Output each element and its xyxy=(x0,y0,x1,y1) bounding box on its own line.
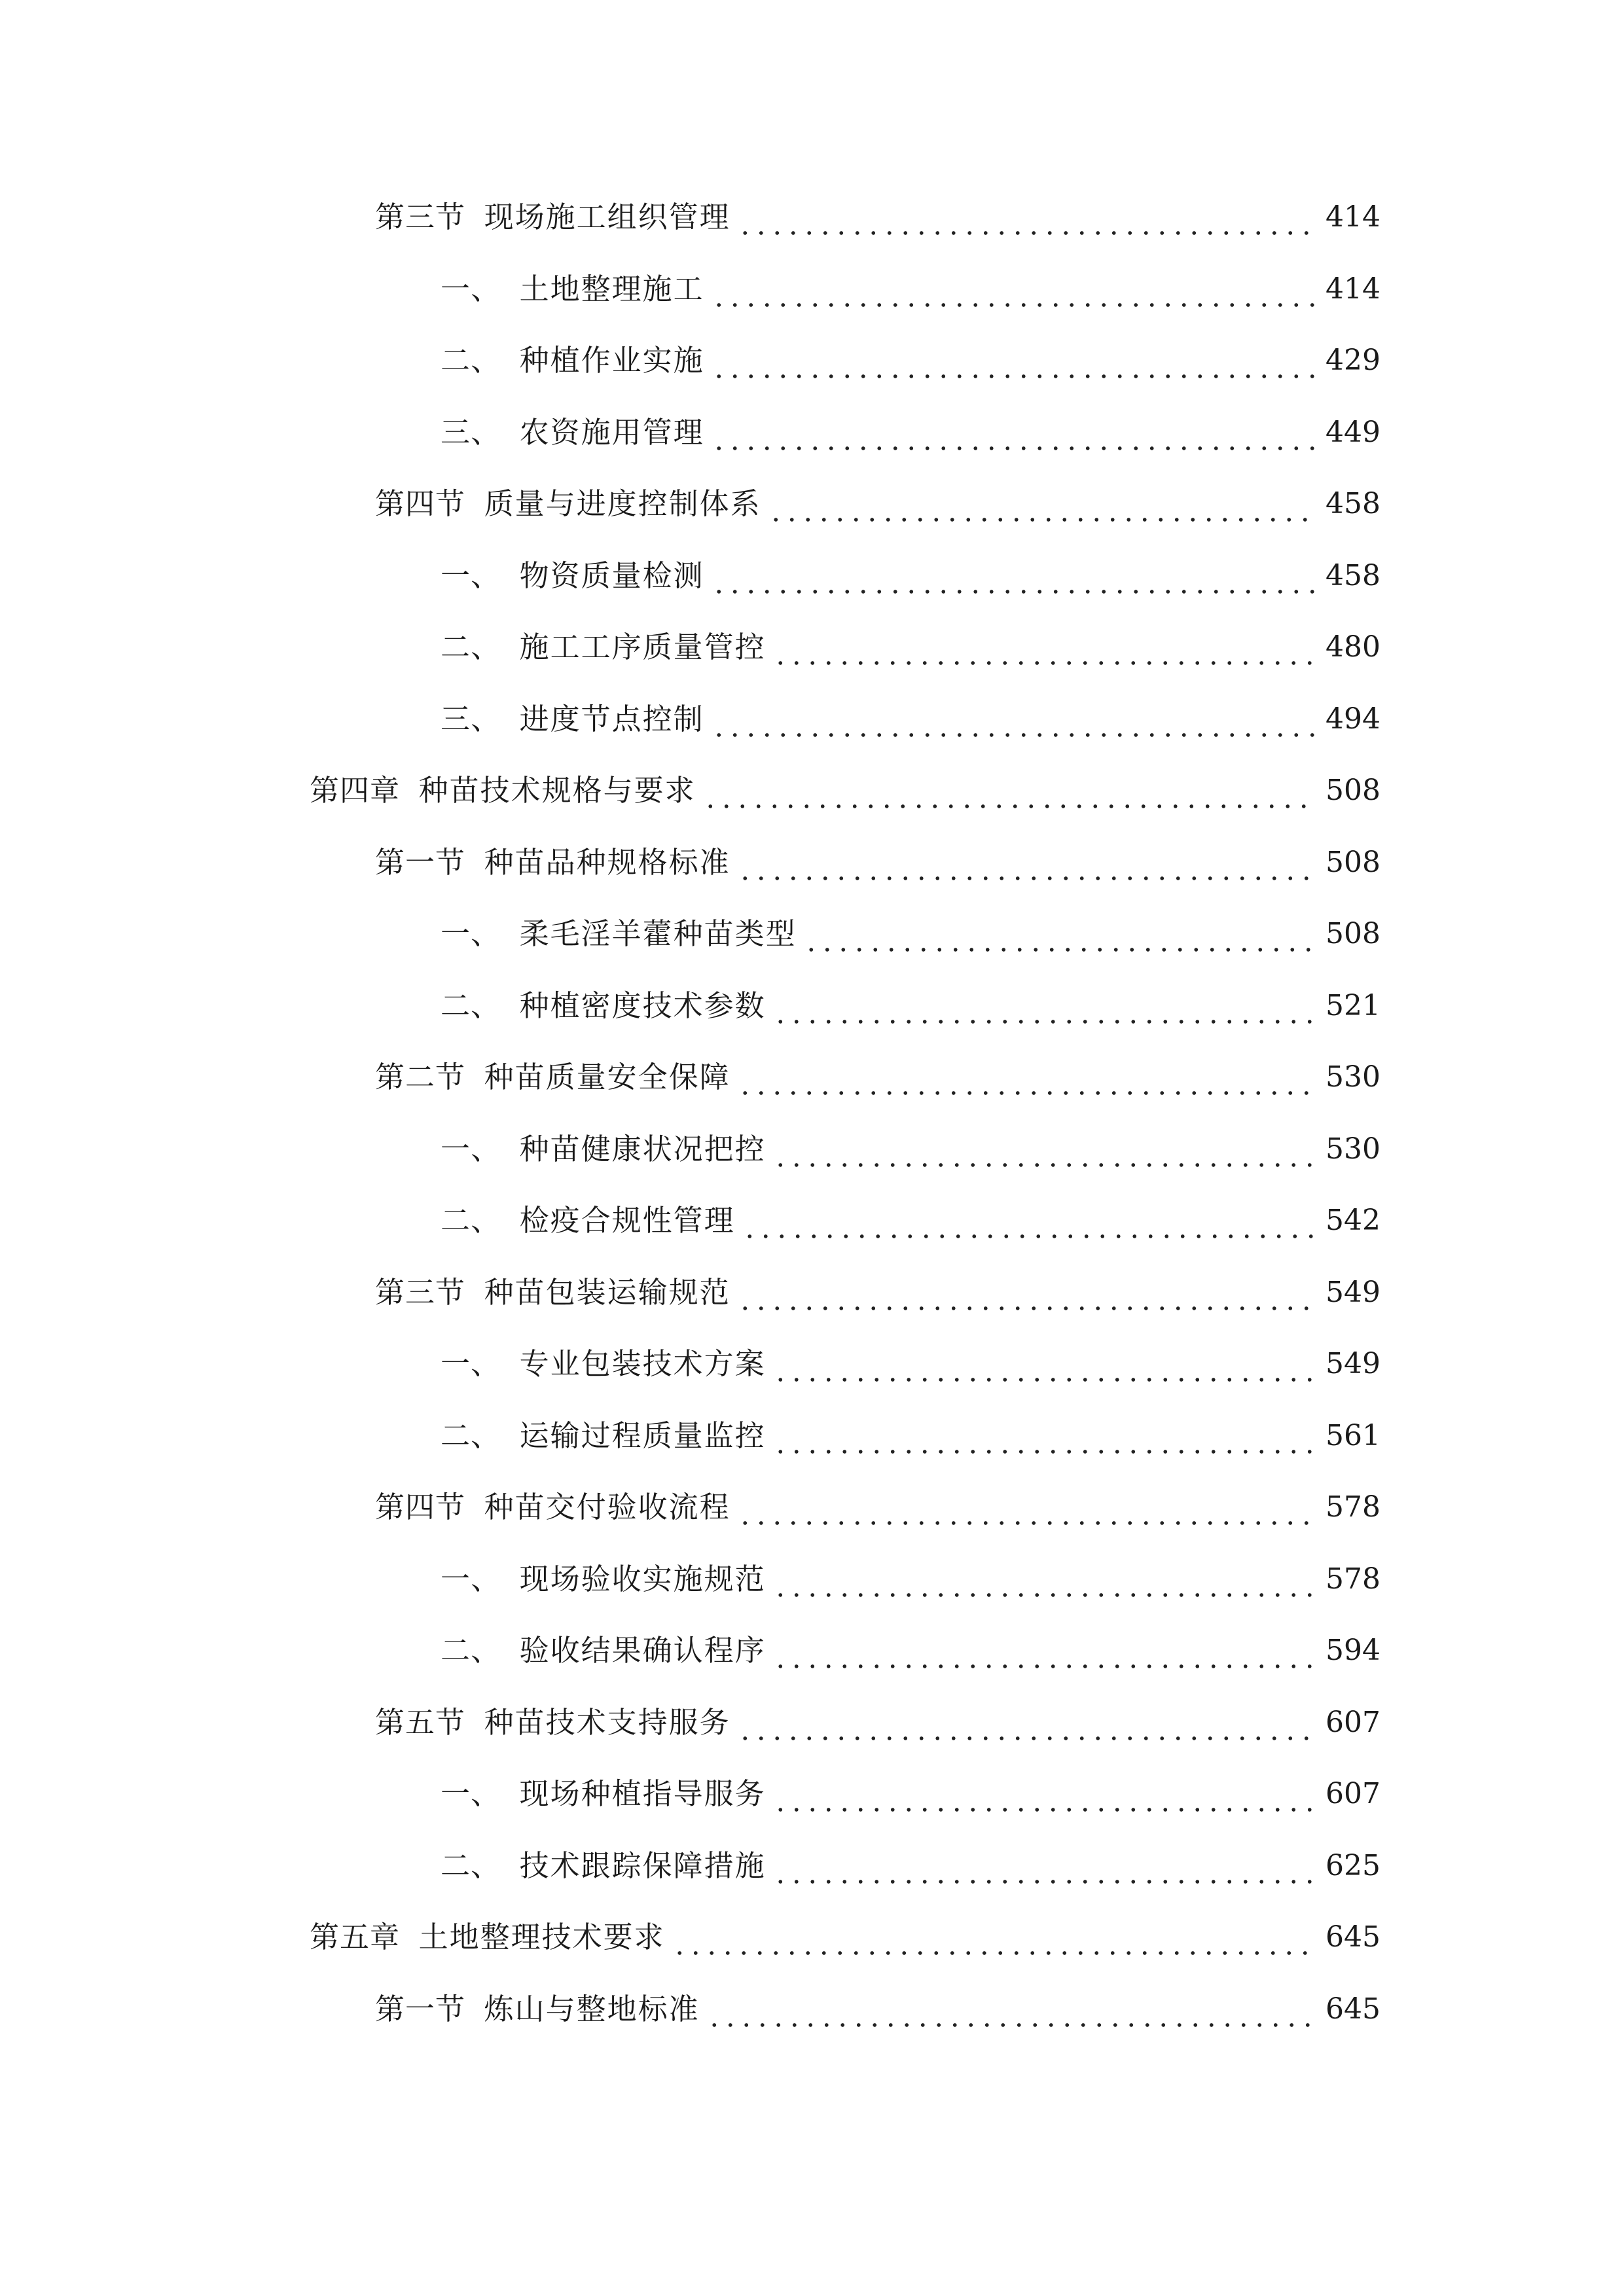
toc-subsection-entry[interactable] xyxy=(441,1194,1380,1247)
dot-leader xyxy=(711,693,1316,745)
toc-entry-text: 柔毛淫羊藿种苗类型 xyxy=(519,916,797,951)
toc-subsection-entry[interactable] xyxy=(441,550,1380,602)
toc-entry-label: 第一节 xyxy=(375,845,466,880)
toc-entry-text: 种苗技术规格与要求 xyxy=(418,773,696,808)
toc-subsection-entry[interactable] xyxy=(441,263,1380,315)
toc-entry-label: 第四章 xyxy=(310,773,401,808)
toc-section-entry[interactable] xyxy=(375,1051,1380,1103)
toc-subsection-entry[interactable] xyxy=(441,334,1380,387)
toc-subsection-entry[interactable] xyxy=(441,980,1380,1032)
dot-leader xyxy=(711,406,1316,459)
toc-page-number: 578 xyxy=(1326,1562,1380,1596)
toc-page-number: 561 xyxy=(1326,1419,1380,1452)
dot-leader xyxy=(706,1983,1316,2036)
toc-subsection-entry[interactable] xyxy=(441,1338,1380,1390)
toc-entry-text: 现场种植指导服务 xyxy=(519,1776,766,1811)
dot-leader xyxy=(737,1696,1316,1749)
toc-entry-label: 一、 xyxy=(441,916,501,951)
toc-entry-label: 二、 xyxy=(441,1633,501,1668)
toc-subsection-entry[interactable] xyxy=(441,406,1380,459)
toc-page-number: 414 xyxy=(1326,200,1380,234)
toc-page-number: 530 xyxy=(1326,1132,1380,1166)
dot-leader xyxy=(737,1481,1316,1534)
toc-entry-label: 三、 xyxy=(441,702,501,736)
toc-entry-text: 农资施用管理 xyxy=(519,415,704,450)
toc-page-number: 549 xyxy=(1326,1276,1380,1309)
toc-subsection-entry[interactable] xyxy=(441,908,1380,960)
toc-subsection-entry[interactable] xyxy=(441,693,1380,745)
toc-subsection-entry[interactable] xyxy=(441,1410,1380,1462)
toc-entry-label: 二、 xyxy=(441,1848,501,1883)
toc-entry-label: 二、 xyxy=(441,343,501,378)
toc-entry-text: 专业包装技术方案 xyxy=(519,1346,766,1381)
toc-chapter-entry[interactable] xyxy=(310,764,1380,817)
toc-entry-label: 第三节 xyxy=(375,1275,466,1310)
toc-entry-text: 土地整理技术要求 xyxy=(418,1920,665,1954)
dot-leader xyxy=(772,1840,1316,1892)
toc-page-number: 508 xyxy=(1326,774,1380,807)
toc-entry-text: 技术跟踪保障措施 xyxy=(519,1848,766,1883)
toc-entry-label: 第一节 xyxy=(375,1992,466,2026)
toc-page-number: 578 xyxy=(1326,1490,1380,1524)
dot-leader xyxy=(737,1266,1316,1319)
toc-subsection-entry[interactable] xyxy=(441,1553,1380,1605)
dot-leader xyxy=(772,1768,1316,1820)
toc-entry-text: 种植作业实施 xyxy=(519,343,704,378)
toc-subsection-entry[interactable] xyxy=(441,1624,1380,1677)
toc-entry-label: 三、 xyxy=(441,415,501,450)
dot-leader xyxy=(772,621,1316,673)
toc-entry-text: 炼山与整地标准 xyxy=(484,1992,700,2026)
toc-entry-text: 施工工序质量管控 xyxy=(519,630,766,664)
toc-page-number: 429 xyxy=(1326,344,1380,377)
toc-section-entry[interactable] xyxy=(375,836,1380,889)
toc-page-number: 645 xyxy=(1326,1920,1380,1954)
toc-entry-text: 种苗技术支持服务 xyxy=(484,1705,731,1740)
toc-entry-text: 质量与进度控制体系 xyxy=(484,486,761,521)
toc-subsection-entry[interactable] xyxy=(441,1840,1380,1892)
toc-section-entry[interactable] xyxy=(375,1696,1380,1749)
toc-entry-label: 一、 xyxy=(441,558,501,593)
toc-entry-text: 种苗健康状况把控 xyxy=(519,1132,766,1166)
toc-page-number: 521 xyxy=(1326,989,1380,1022)
toc-entry-label: 第五节 xyxy=(375,1705,466,1740)
toc-entry-text: 种苗品种规格标准 xyxy=(484,845,731,880)
dot-leader xyxy=(702,764,1316,817)
toc-page-number: 480 xyxy=(1326,630,1380,664)
dot-leader xyxy=(737,836,1316,889)
toc-entry-label: 一、 xyxy=(441,1346,501,1381)
toc-page-number: 414 xyxy=(1326,272,1380,306)
toc-entry-text: 种植密度技术参数 xyxy=(519,988,766,1023)
toc-entry-text: 验收结果确认程序 xyxy=(519,1633,766,1668)
dot-leader xyxy=(772,1624,1316,1677)
toc-page-number: 625 xyxy=(1326,1849,1380,1882)
toc-entry-text: 运输过程质量监控 xyxy=(519,1418,766,1453)
toc-entry-label: 一、 xyxy=(441,1132,501,1166)
toc-entry-label: 二、 xyxy=(441,630,501,664)
dot-leader xyxy=(737,191,1316,243)
toc-entry-label: 二、 xyxy=(441,1203,501,1238)
toc-entry-text: 土地整理施工 xyxy=(519,272,704,306)
toc-entry-label: 第二节 xyxy=(375,1060,466,1094)
dot-leader xyxy=(803,908,1316,960)
dot-leader xyxy=(772,1553,1316,1605)
toc-entry-label: 二、 xyxy=(441,988,501,1023)
toc-entry-text: 现场施工组织管理 xyxy=(484,200,731,234)
dot-leader xyxy=(772,1123,1316,1175)
toc-page-number: 607 xyxy=(1326,1777,1380,1810)
toc-page-number: 607 xyxy=(1326,1706,1380,1739)
toc-page-number: 645 xyxy=(1326,1992,1380,2026)
toc-page-number: 494 xyxy=(1326,702,1380,736)
toc-subsection-entry[interactable] xyxy=(441,1768,1380,1820)
toc-section-entry[interactable] xyxy=(375,1266,1380,1319)
toc-entry-label: 第五章 xyxy=(310,1920,401,1954)
toc-entry-text: 现场验收实施规范 xyxy=(519,1562,766,1596)
dot-leader xyxy=(772,980,1316,1032)
toc-entry-label: 一、 xyxy=(441,1776,501,1811)
dot-leader xyxy=(737,1051,1316,1103)
dot-leader xyxy=(772,1410,1316,1462)
toc-entry-label: 二、 xyxy=(441,1418,501,1453)
toc-entry-label: 第四节 xyxy=(375,486,466,521)
toc-entry-text: 种苗包装运输规范 xyxy=(484,1275,731,1310)
toc-entry-text: 种苗质量安全保障 xyxy=(484,1060,731,1094)
toc-section-entry[interactable] xyxy=(375,1983,1380,2036)
toc-page-number: 449 xyxy=(1326,416,1380,449)
toc-page-number: 458 xyxy=(1326,559,1380,592)
toc-page-number: 594 xyxy=(1326,1634,1380,1667)
dot-leader xyxy=(711,550,1316,602)
toc-entry-text: 检疫合规性管理 xyxy=(519,1203,735,1238)
dot-leader xyxy=(711,334,1316,387)
toc-page-number: 458 xyxy=(1326,487,1380,520)
toc-entry-text: 种苗交付验收流程 xyxy=(484,1490,731,1524)
toc-section-entry[interactable] xyxy=(375,1481,1380,1534)
dot-leader xyxy=(772,1338,1316,1390)
toc-entry-label: 第三节 xyxy=(375,200,466,234)
dot-leader xyxy=(711,263,1316,315)
toc-page-number: 530 xyxy=(1326,1060,1380,1094)
toc-subsection-entry[interactable] xyxy=(441,1123,1380,1175)
toc-page-number: 508 xyxy=(1326,846,1380,879)
dot-leader xyxy=(768,478,1316,530)
toc-page-number: 508 xyxy=(1326,917,1380,950)
toc-subsection-entry[interactable] xyxy=(441,621,1380,673)
toc-entry-label: 一、 xyxy=(441,272,501,306)
toc-section-entry[interactable] xyxy=(375,478,1380,530)
toc-chapter-entry[interactable] xyxy=(310,1911,1380,1964)
dot-leader xyxy=(672,1911,1316,1964)
toc-entry-text: 进度节点控制 xyxy=(519,702,704,736)
dot-leader xyxy=(742,1194,1316,1247)
toc-page-number: 549 xyxy=(1326,1347,1380,1380)
toc-page-number: 542 xyxy=(1326,1204,1380,1237)
toc-entry-label: 第四节 xyxy=(375,1490,466,1524)
toc-section-entry[interactable] xyxy=(375,191,1380,243)
toc-entry-text: 物资质量检测 xyxy=(519,558,704,593)
toc-entry-label: 一、 xyxy=(441,1562,501,1596)
